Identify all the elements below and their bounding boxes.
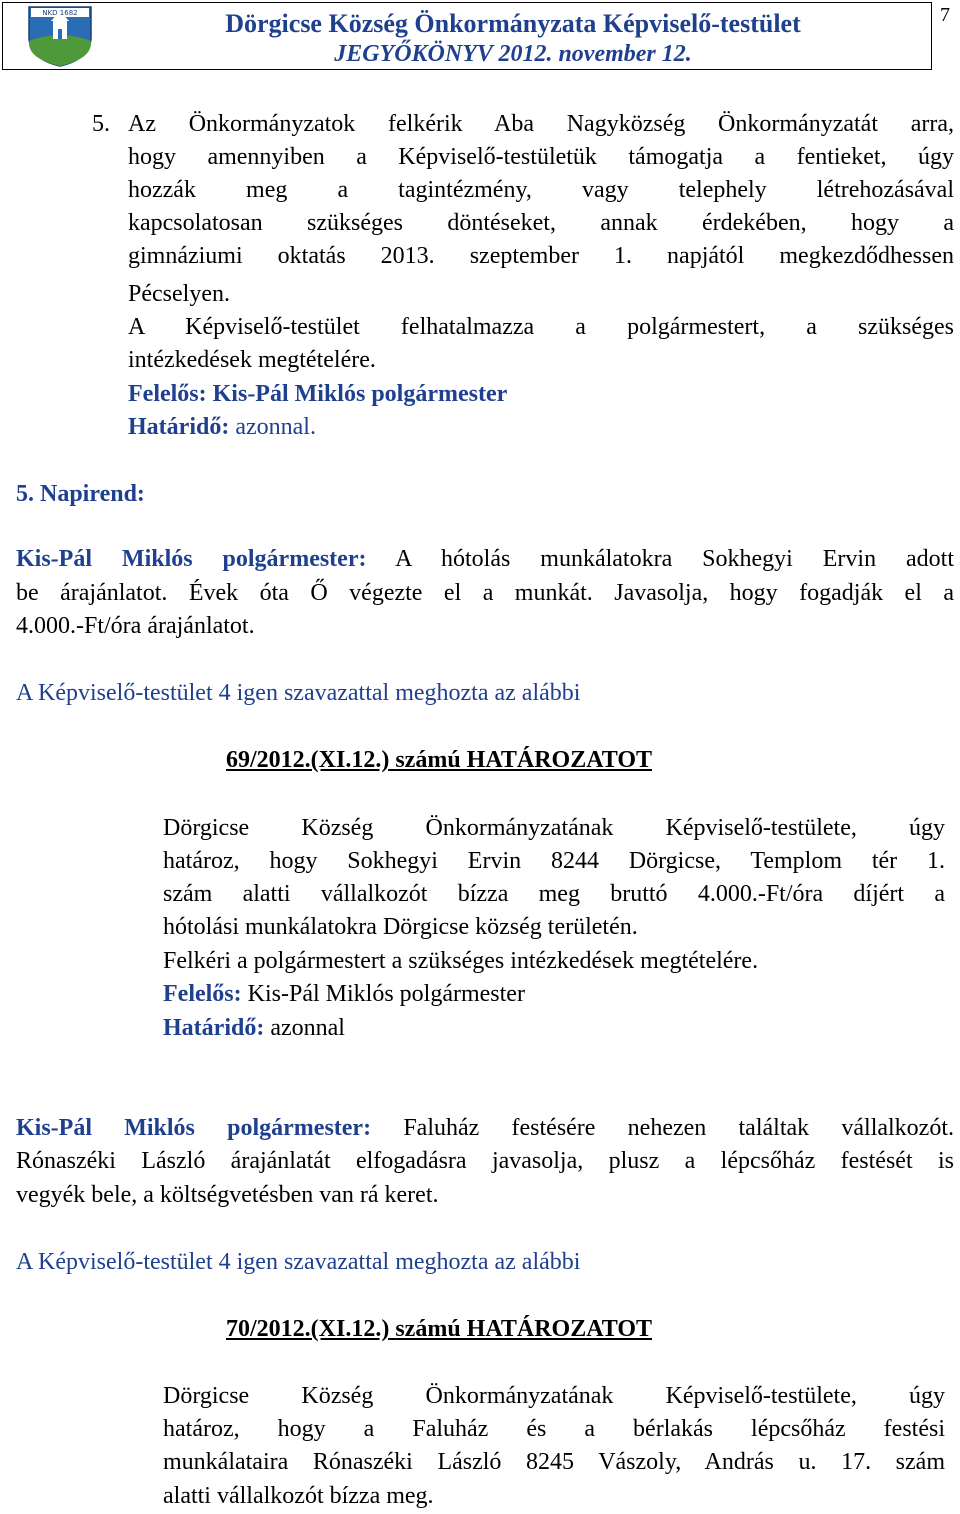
item-line: Az Önkormányzatok felkérik Aba Nagyközség Önkormányzatát arra, (128, 111, 954, 137)
item-line: hogy amennyiben a Képviselő-testületük támogatja a fentieket, úgy (128, 144, 954, 170)
header-subtitle: JEGYŐKÖNYV 2012. november 12. (334, 41, 692, 67)
agenda-heading: 5. Napirend: (16, 481, 145, 507)
vote-statement: A Képviselő-testület 4 igen szavazattal meghozta az alábbi (16, 1249, 581, 1275)
coat-of-arms-logo (17, 3, 103, 67)
resolution-line: szám alatti vállalkozót bízza meg bruttó 4.000.-Ft/óra díjért a (163, 881, 945, 907)
discussion-line-end: 4.000.-Ft/óra árajánlatot. (16, 613, 255, 639)
resolution-line: határoz, hogy a Faluház és a bérlakás lépcsőház festési (163, 1416, 945, 1442)
responsible-line (163, 978, 525, 1011)
responsible-line (128, 378, 507, 411)
item-line: kapcsolatosan szükséges döntéseket, annak érdekében, hogy a (128, 210, 954, 236)
resolution-number: 70/2012.(XI.12.) (226, 1316, 390, 1342)
resolution-title: számú HATÁROZATOT (395, 1316, 653, 1342)
speech-text: A hótolás munkálatokra Sokhegyi Ervin adott (395, 546, 954, 572)
responsible-label: Felelős: (163, 981, 242, 1007)
item-number: 5. (92, 111, 110, 137)
deadline-value: azonnal (270, 1015, 345, 1041)
discussion-line: be árajánlatot. Évek óta Ő végezte el a munkát. Javasolja, hogy fogadják el a (16, 580, 954, 606)
deadline-value: azonnal. (235, 414, 316, 440)
deadline-line (128, 411, 316, 444)
resolution-title: számú HATÁROZATOT (395, 747, 653, 773)
item-paragraph (128, 108, 954, 273)
speaker-name: Kis-Pál Miklós polgármester: (16, 546, 367, 572)
speaker-name: Kis-Pál Miklós polgármester: (16, 1115, 372, 1141)
resolution-line: határoz, hogy Sokhegyi Ervin 8244 Dörgicse, Templom tér 1. (163, 848, 945, 874)
item-line: gimnáziumi oktatás 2013. szeptember 1. napjától megkezdődhessen (128, 243, 954, 269)
deadline-label: Határidő: (163, 1015, 265, 1041)
item-paragraph-end: Pécselyen. (128, 281, 230, 307)
discussion-line (16, 543, 954, 576)
resolution-text (163, 812, 945, 911)
header-title: Dörgicse Község Önkormányzata Képviselő-testület (225, 9, 801, 38)
resolution-text-end: hótolási munkálatokra Dörgicse község területén. (163, 914, 638, 940)
logo-text: NKD 1682 (42, 9, 78, 17)
resolution-heading (226, 744, 652, 777)
deadline-label: Határidő: (128, 414, 230, 440)
resolution-line: Dörgicse Község Önkormányzatának Képviselő-testülete, úgy (163, 815, 945, 841)
discussion-line (16, 1112, 954, 1145)
authorization-line: A Képviselő-testület felhatalmazza a polgármestert, a szükséges (128, 314, 954, 340)
page-number: 7 (940, 4, 950, 26)
discussion-line-end: vegyék bele, a költségvetésben van rá keret. (16, 1182, 439, 1208)
authorization-paragraph (128, 311, 954, 344)
responsible-label: Felelős: (128, 381, 207, 407)
resolution-heading (226, 1313, 652, 1346)
speech-text: Faluház festésére nehezen találtak vállalkozót. (403, 1115, 955, 1141)
responsible-value: Kis-Pál Miklós polgármester (247, 981, 525, 1007)
resolution-line: munkálataira Rónaszéki László 8245 Vászoly, András u. 17. szám (163, 1449, 945, 1475)
resolution-line: Dörgicse Község Önkormányzatának Képviselő-testülete, úgy (163, 1383, 945, 1409)
responsible-value: Kis-Pál Miklós polgármester (212, 381, 508, 407)
resolution-text-end: alatti vállalkozót bízza meg. (163, 1483, 434, 1509)
item-line: hozzák meg a tagintézmény, vagy telephely létrehozásával (128, 177, 954, 203)
document-header (2, 2, 932, 70)
authorization-paragraph-end: intézkedések megtételére. (128, 347, 376, 373)
resolution-request: Felkéri a polgármestert a szükséges intézkedések megtételére. (163, 948, 759, 974)
vote-statement: A Képviselő-testület 4 igen szavazattal meghozta az alábbi (16, 680, 581, 706)
resolution-number: 69/2012.(XI.12.) (226, 747, 390, 773)
deadline-line (163, 1012, 345, 1045)
resolution-text (163, 1380, 945, 1479)
discussion-line: Rónaszéki László árajánlatát elfogadásra javasolja, plusz a lépcsőház festését is (16, 1148, 954, 1174)
